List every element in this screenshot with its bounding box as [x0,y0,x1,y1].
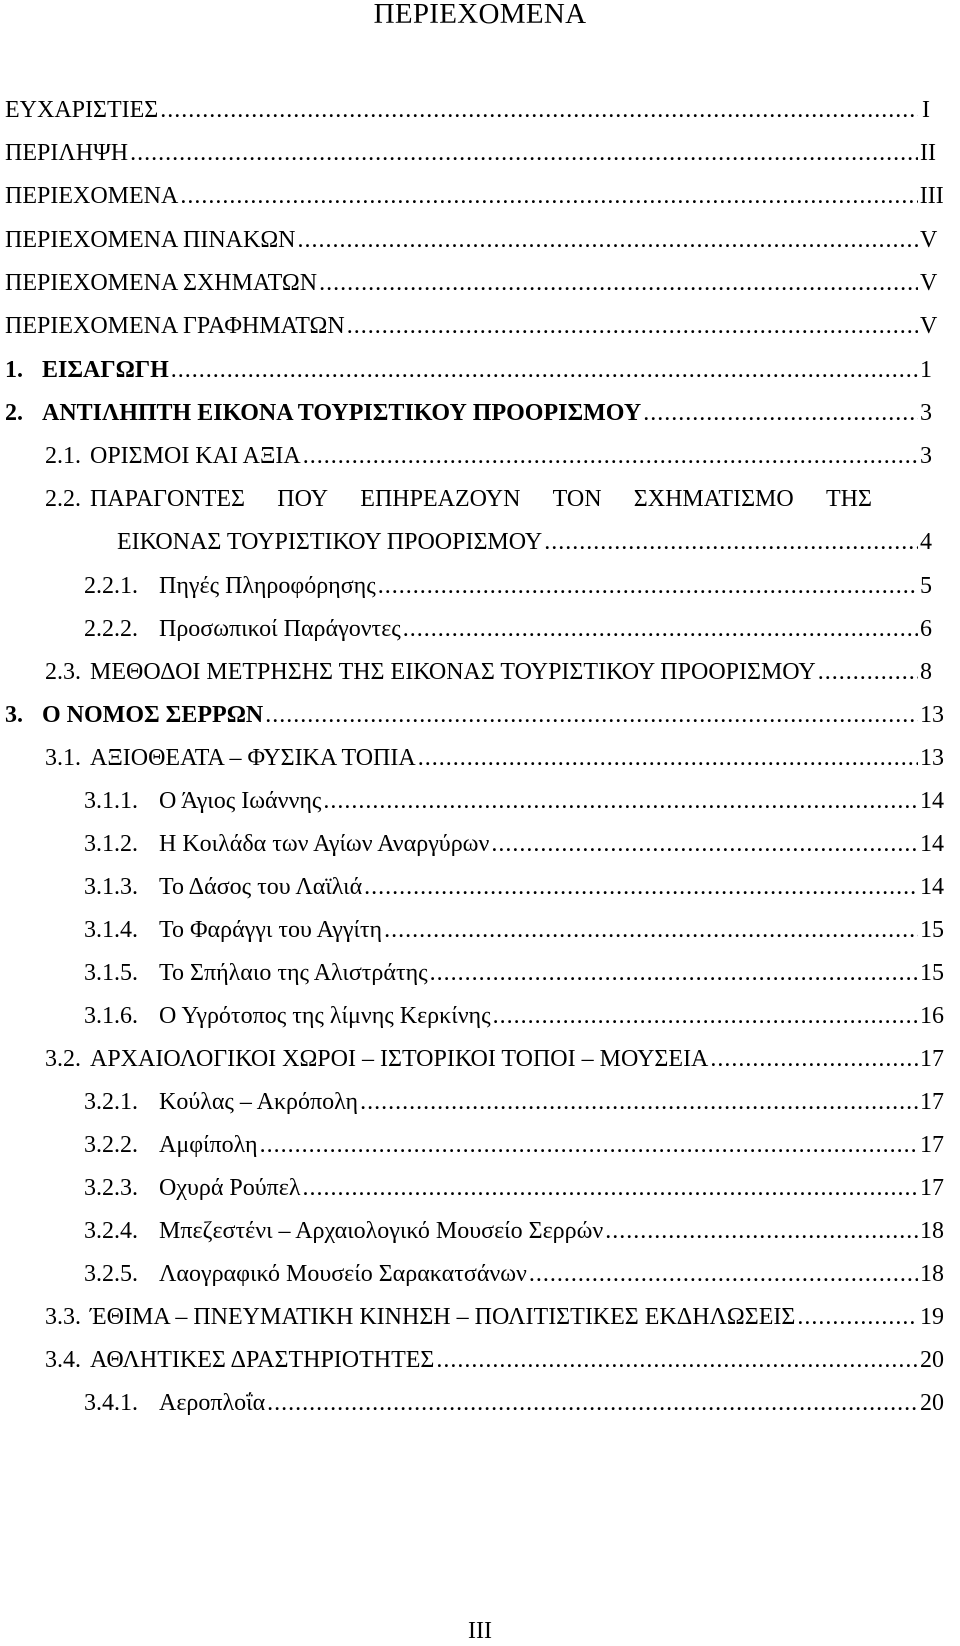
toc-entry[interactable] [0,1001,960,1041]
toc-entry-page: 13 [920,702,944,728]
toc-leader-dots [297,225,918,255]
toc-entry-title: ΕΙΣΑΓΩΓΗ [42,357,169,383]
toc-entry-page: 5 [920,573,932,599]
toc-entry-number: 3.1. [45,745,81,771]
toc-entry[interactable] [0,484,960,568]
toc-entry-page: 17 [920,1175,944,1201]
toc-entry-page: 20 [920,1390,944,1416]
toc-entry-title: ΠΕΡΙΕΧΟΜΕΝΑ ΣΧΗΜΑΤΩΝ [5,270,318,296]
toc-leader-dots [364,872,918,902]
page-number: III [468,1618,492,1644]
toc-entry[interactable] [0,1259,960,1299]
toc-entry[interactable] [0,1388,960,1428]
toc-entry-number: 3.2.3. [84,1175,138,1201]
toc-leader-dots [360,1087,918,1117]
toc-entry-title-line1: ΠΑΡΑΓΟΝΤΕΣ ΠΟΥ ΕΠΗΡΕΑΖΟΥΝ ΤΟΝ ΣΧΗΜΑΤΙΣΜΟ ΤΗΣ [90,486,872,512]
toc-entry[interactable] [0,268,960,308]
toc-entry-page: 3 [920,400,932,426]
toc-entry-number: 3.2.5. [84,1261,138,1287]
toc-entry[interactable] [0,743,960,783]
toc-leader-dots [180,181,917,211]
toc-entry[interactable] [0,311,960,351]
toc-entry-title: Οχυρά Ρούπελ [159,1175,301,1201]
toc-entry-page: 14 [920,788,944,814]
toc-entry-title: Πηγές Πληροφόρησης [159,573,376,599]
toc-leader-dots [378,571,918,601]
toc-leader-dots [643,398,918,428]
toc-entry-title: Το Σπήλαιο της Αλιστράτης [159,960,428,986]
toc-leader-dots [160,95,918,125]
toc-entry-page: 17 [920,1132,944,1158]
toc-entry-number: 3.2.4. [84,1218,138,1244]
toc-entry[interactable] [0,786,960,826]
toc-entry-number: 3.1.3. [84,874,138,900]
toc-leader-dots [171,355,918,385]
toc-leader-dots [267,1388,918,1418]
toc-entry-title: Λαογραφικό Μουσείο Σαρακατσάνων [159,1261,527,1287]
toc-leader-dots [347,311,918,341]
toc-leader-dots [710,1044,918,1074]
toc-entry-number: 3.1.6. [84,1003,138,1029]
toc-entry-page: 18 [920,1261,944,1287]
toc-entry-page: 8 [920,659,932,685]
toc-entry-title: ΑΞΙΟΘΕΑΤΑ – ΦΥΣΙΚΑ ΤΟΠΙΑ [90,745,416,771]
toc-entry-title: ΑΘΛΗΤΙΚΕΣ ΔΡΑΣΤΗΡΙΟΤΗΤΕΣ [90,1347,435,1373]
toc-entry-page: V [920,313,938,339]
toc-entry-title: ΠΕΡΙΕΧΟΜΕΝΑ ΠΙΝΑΚΩΝ [5,227,296,253]
toc-entry-title: ΠΕΡΙΛΗΨΗ [5,140,129,166]
toc-leader-dots [605,1216,918,1246]
toc-entry-title-line2: ΕΙΚΟΝΑΣ ΤΟΥΡΙΣΤΙΚΟΥ ΠΡΟΟΡΙΣΜΟΥ [117,529,543,555]
toc-entry-page: 1 [920,357,932,383]
toc-entry[interactable] [0,398,960,438]
toc-entry-page: 16 [920,1003,944,1029]
toc-entry-title: Το Δάσος του Λαϊλιά [159,874,363,900]
toc-entry-page: 15 [920,917,944,943]
toc-entry-page: 4 [920,529,932,555]
toc-leader-dots [544,527,918,557]
toc-entry-number: 3.3. [45,1304,81,1330]
toc-leader-dots [302,1173,918,1203]
toc-entry[interactable] [0,355,960,395]
toc-entry-title: ΠΕΡΙΕΧΟΜΕΝΑ [5,183,179,209]
toc-entry[interactable] [0,1044,960,1084]
toc-entry[interactable] [0,1130,960,1170]
toc-entry-title: ΟΡΙΣΜΟΙ ΚΑΙ ΑΞΙΑ [90,443,301,469]
toc-entry[interactable] [0,657,960,697]
toc-entry-page: II [920,140,936,166]
toc-entry-title: ΑΝΤΙΛΗΠΤΗ ΕΙΚΟΝΑ ΤΟΥΡΙΣΤΙΚΟΥ ΠΡΟΟΡΙΣΜΟΥ [42,400,642,426]
toc-leader-dots [493,1001,918,1031]
toc-entry[interactable] [0,1173,960,1213]
toc-entry-page: 19 [920,1304,944,1330]
toc-entry-title: Η Κοιλάδα των Αγίων Αναργύρων [159,831,490,857]
toc-entry-page: 13 [920,745,944,771]
toc-entry[interactable] [0,915,960,955]
page-title: ΠΕΡΙΕΧΟΜΕΝΑ [373,0,587,30]
toc-entry-title: ΕΥΧΑΡΙΣΤΙΕΣ [5,97,159,123]
toc-leader-dots [797,1302,918,1332]
toc-leader-dots [303,441,918,471]
toc-entry-page: 14 [920,831,944,857]
toc-entry[interactable] [0,138,960,178]
toc-entry-page: 14 [920,874,944,900]
toc-entry-number: 2.3. [45,659,81,685]
toc-entry[interactable] [0,958,960,998]
toc-entry[interactable] [0,829,960,869]
toc-entry-title: Αεροπλοΐα [159,1390,266,1416]
toc-entry-title: Ο Υγρότοπος της λίμνης Κερκίνης [159,1003,491,1029]
toc-entry-number: 2.2.1. [84,573,138,599]
toc-entry-title: Το Φαράγγι του Αγγίτη [159,917,383,943]
toc-entry-number: 2.2.2. [84,616,138,642]
toc-leader-dots [260,1130,918,1160]
toc-entry[interactable] [0,181,960,221]
toc-entry[interactable] [0,1087,960,1127]
toc-leader-dots [491,829,918,859]
toc-entry-title: ΜΕΘΟΔΟΙ ΜΕΤΡΗΣΗΣ ΤΗΣ ΕΙΚΟΝΑΣ ΤΟΥΡΙΣΤΙΚΟΥ ΠΡΟΟΡΙΣΜΟΥ [90,659,816,685]
toc-entry[interactable] [0,1216,960,1256]
toc-entry-number: 1. [5,357,23,383]
toc-entry-page: V [920,270,938,296]
toc-entry-number: 2.1. [45,443,81,469]
toc-entry-page: 15 [920,960,944,986]
toc-leader-dots [818,657,918,687]
toc-leader-dots [384,915,918,945]
toc-entry-number: 3.1.4. [84,917,138,943]
toc-entry-page: V [920,227,938,253]
toc-leader-dots [323,786,918,816]
toc-entry-number: 3.1.2. [84,831,138,857]
toc-leader-dots [130,138,918,168]
toc-entry-page: 6 [920,616,932,642]
toc-entry[interactable] [0,571,960,611]
toc-entry-page: 17 [920,1046,944,1072]
toc-entry-number: 3.2.2. [84,1132,138,1158]
toc-leader-dots [418,743,918,773]
toc-entry-number: 2.2. [45,486,81,512]
toc-leader-dots [319,268,918,298]
toc-entry-number: 3.1.1. [84,788,138,814]
toc-entry-title: Ο Άγιος Ιωάννης [159,788,322,814]
toc-leader-dots [403,614,918,644]
toc-entry-title: ΈΘΙΜΑ – ΠΝΕΥΜΑΤΙΚΗ ΚΙΝΗΣΗ – ΠΟΛΙΤΙΣΤΙΚΕΣ ΕΚΔΗΛΩΣΕΙΣ [90,1304,796,1330]
toc-entry-number: 2. [5,400,23,426]
toc-entry-page: 20 [920,1347,944,1373]
toc-entry[interactable] [0,872,960,912]
toc-entry[interactable] [0,1302,960,1342]
toc-entry-page: III [919,183,944,209]
toc-entry-page: 18 [920,1218,944,1244]
toc-entry[interactable] [0,225,960,265]
toc-leader-dots [436,1345,918,1375]
toc-entry[interactable] [0,614,960,654]
toc-entry-page: 17 [920,1089,944,1115]
toc-entry-title: ΠΕΡΙΕΧΟΜΕΝΑ ΓΡΑΦΗΜΑΤΩΝ [5,313,345,339]
toc-entry-page: I [922,97,930,123]
toc-entry-number: 3.2. [45,1046,81,1072]
toc-entry-number: 3. [5,702,23,728]
toc-entry-title: Αμφίπολη [159,1132,258,1158]
toc-entry-title: Προσωπικοί Παράγοντες [159,616,401,642]
toc-entry[interactable] [0,1345,960,1385]
toc-leader-dots [265,700,918,730]
toc-entry-page: 3 [920,443,932,469]
toc-entry[interactable] [0,441,960,481]
toc-entry-title: Μπεζεστένι – Αρχαιολογικό Μουσείο Σερρών [159,1218,604,1244]
toc-entry-number: 3.2.1. [84,1089,138,1115]
toc-leader-dots [529,1259,918,1289]
toc-entry-title: Κούλας – Ακρόπολη [159,1089,359,1115]
toc-entry[interactable] [0,700,960,740]
toc-leader-dots [430,958,918,988]
toc-entry-title: Ο ΝΟΜΟΣ ΣΕΡΡΩΝ [42,702,264,728]
toc-entry[interactable] [0,95,960,135]
toc-entry-number: 3.4. [45,1347,81,1373]
toc-entry-title: ΑΡΧΑΙΟΛΟΓΙΚΟΙ ΧΩΡΟΙ – ΙΣΤΟΡΙΚΟΙ ΤΟΠΟΙ – ΜΟΥΣΕΙΑ [90,1046,709,1072]
toc-entry-number: 3.4.1. [84,1390,138,1416]
toc-entry-number: 3.1.5. [84,960,138,986]
